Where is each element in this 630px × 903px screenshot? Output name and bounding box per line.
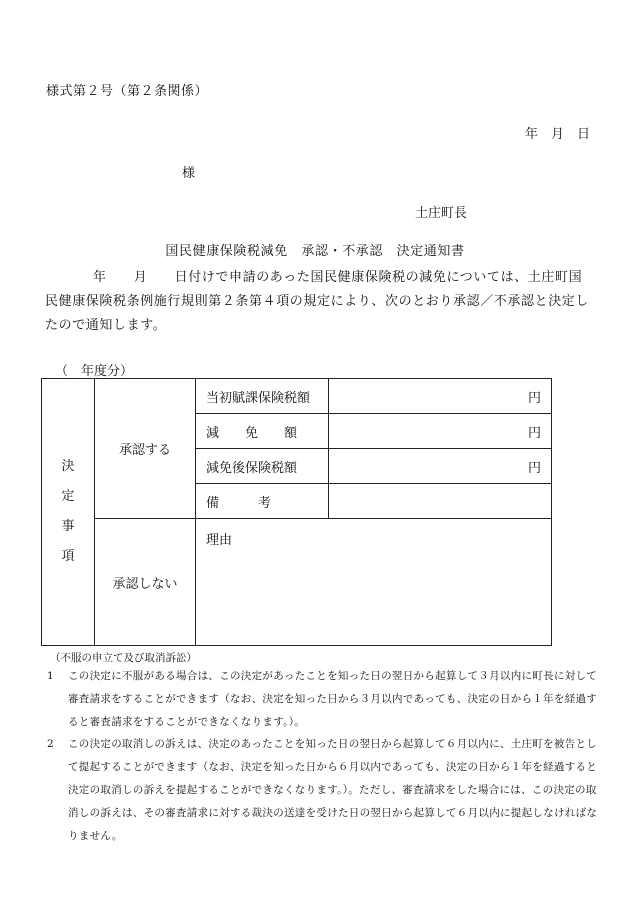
- reduction-amount-value[interactable]: 円: [329, 414, 552, 449]
- remarks-value[interactable]: [329, 484, 552, 519]
- initial-tax-label: 当初賦課保険税額: [196, 379, 329, 414]
- remarks-label: 備 考: [196, 484, 329, 519]
- appeal-note: [47, 733, 598, 848]
- table-row: [42, 379, 552, 414]
- notice-body: 年 月 日付けで申請のあった国民健康保険税の減免については、土庄町国民健康保険税条例施行規則第２条第４項の規定により、次のとおり承認／不承認と決定したので通知します。: [45, 270, 590, 333]
- reduction-amount-label: 減 免 額: [196, 414, 329, 449]
- section-char: 事: [61, 519, 75, 534]
- note-text: この決定に不服がある場合は、この決定があったことを知った日の翌日から起算して３月以内に町長に対して審査請求をすることができます（なお、決定を知った日から３月以内であっても、決定の日から１年を経過すると審査請求をすることができなくなります。）。: [68, 670, 598, 728]
- document-title: 国民健康保険税減免 承認・不承認 決定通知書: [165, 244, 465, 259]
- section-char: 定: [61, 489, 75, 504]
- reason-field[interactable]: [196, 519, 552, 646]
- note-text: この決定の取消しの訴えは、決定のあったことを知った日の翌日から起算して６月以内に、土庄町を被告として提起することができます（なお、決定を知った日から６月以内であっても、決定の日から１年を経過すると決定の取消しの訴えを提起することができなくなります。）。ただし、審査請求をした場合には、この決定の取消しの訴えは、その審査請求に対する裁決の送達を受けた日の翌日から起算して６月以内に提起しなければなりません。: [68, 738, 598, 842]
- post-reduction-tax-label: 減免後保険税額: [196, 449, 329, 484]
- addressee-suffix: 様: [182, 166, 196, 181]
- disapprove-label: 承認しない: [95, 519, 196, 646]
- section-char: 決: [61, 459, 75, 474]
- decision-items-header: [42, 379, 95, 646]
- note-number: 1: [47, 670, 54, 682]
- appeal-heading: （不服の申立て及び取消訴訟）: [50, 652, 197, 664]
- reason-label: 理由: [206, 533, 233, 548]
- post-reduction-tax-value[interactable]: 円: [329, 449, 552, 484]
- form-number: 様式第２号（第２条関係）: [46, 84, 209, 99]
- initial-tax-value[interactable]: 円: [329, 379, 552, 414]
- approve-label: 承認する: [95, 379, 196, 519]
- issue-date: 年 月 日: [524, 127, 590, 142]
- decision-table: [41, 378, 552, 646]
- note-number: 2: [47, 738, 54, 750]
- section-char: 項: [61, 549, 75, 564]
- sender-name: 土庄町長: [415, 206, 468, 221]
- appeal-note: [47, 665, 598, 734]
- table-row: [42, 519, 552, 646]
- fiscal-year-label: （ 年度分）: [55, 364, 134, 379]
